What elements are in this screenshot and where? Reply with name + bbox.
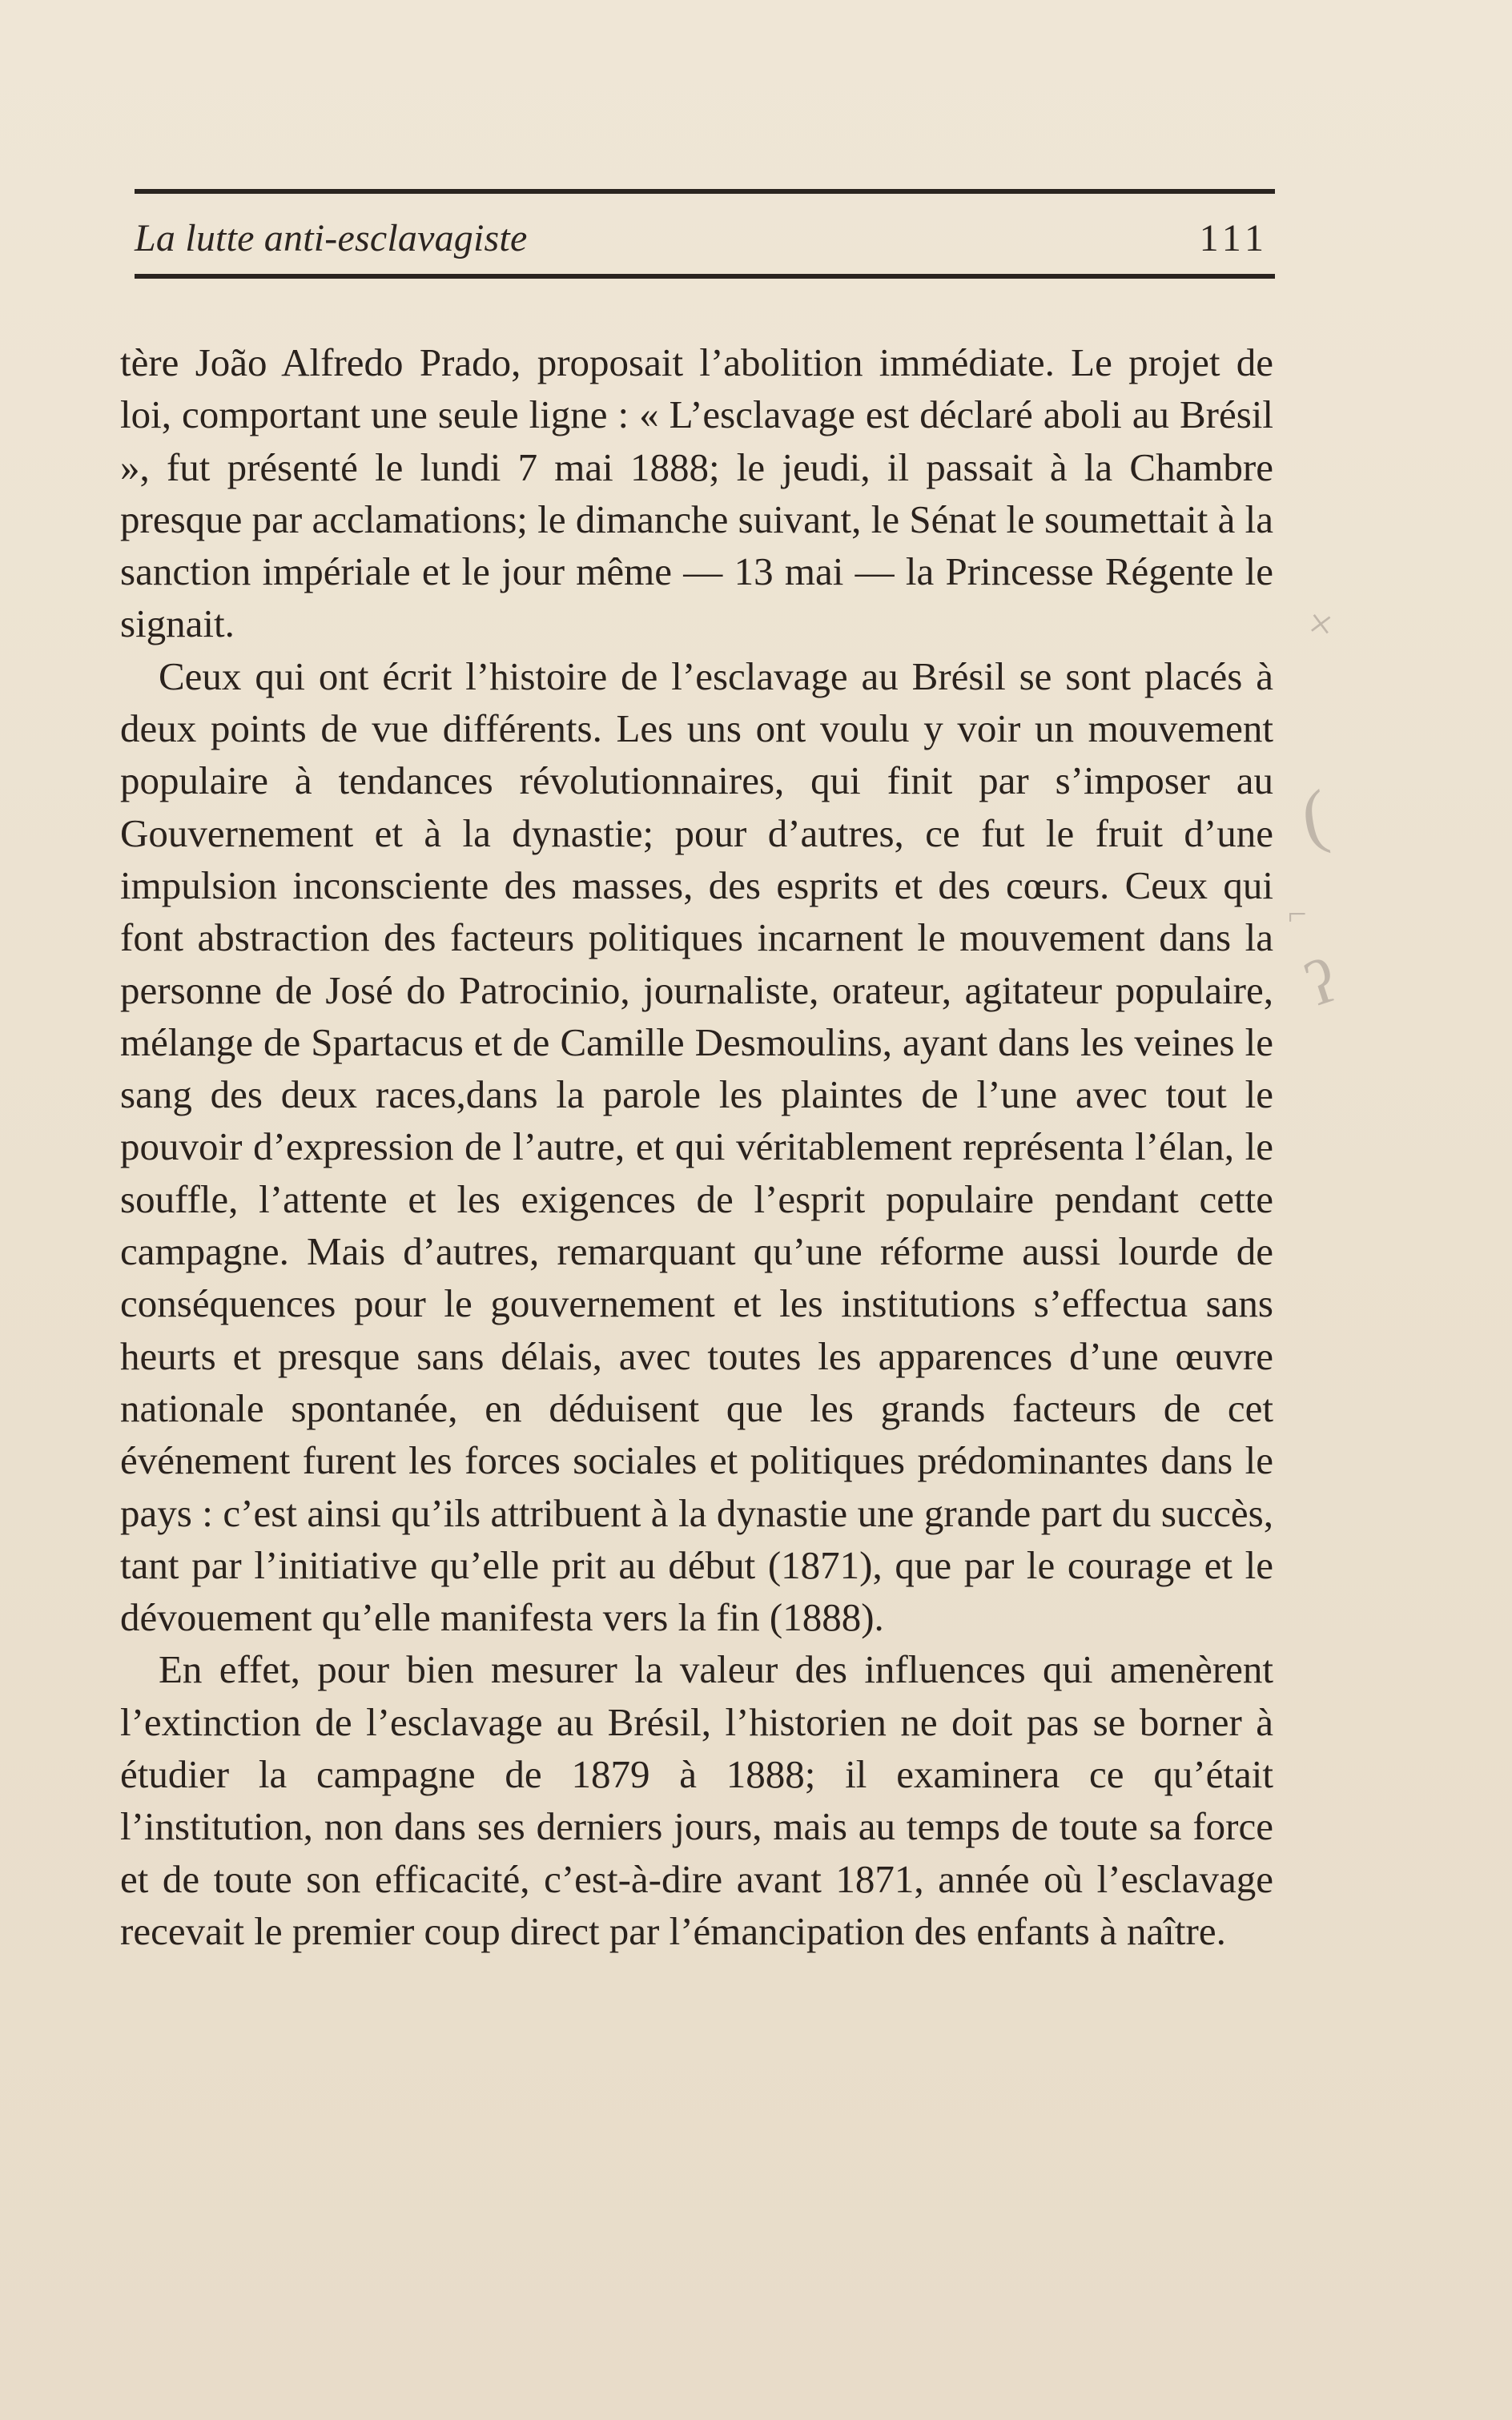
margin-x-mark: × <box>1305 598 1337 649</box>
paragraph-1: tère João Alfredo Prado, proposait l’abolition immédiate. Le projet de loi, comportant une seule ligne : « L’esclavage est déclaré aboli au Brésil », fut présenté le lundi 7 mai 1888; le jeudi, il passait à la Chambre presque par acclamations; le dimanche suivant, le Sénat le soumettait à la sanction impériale et le jour même — 13 mai — la Princesse Régente le signait. <box>120 340 1273 646</box>
page-number: 111 <box>1199 217 1269 259</box>
paragraph-3: En effet, pour bien mesurer la valeur des influences qui amenèrent l’extinction de l’esclavage au Brésil, l’historien ne doit pas se borner à étudier la campagne de 1879 à 1888; il examinera ce qu’était l’institution, non dans ses derniers jours, mais au temps de toute sa force et de toute son efficacité, c’est-à-dire avant 1871, année où l’esclavage recevait le premier coup direct par l’émancipation des enfants à naître. <box>120 1647 1273 1953</box>
body-text <box>120 336 1273 1957</box>
margin-pencil-mark: ʔ <box>1297 944 1345 1020</box>
header-top-rule <box>135 189 1275 194</box>
paragraph-2: Ceux qui ont écrit l’histoire de l’esclavage au Brésil se sont placés à deux points de vue différents. Les uns ont voulu y voir un mouvement populaire à tendances révolutionnaires, qui finit par s’imposer au Gouvernement et à la dynastie; pour d’autres, ce fut le fruit d’une impulsion inconsciente des masses, des esprits et des cœurs. Ceux qui font abstraction des facteurs politiques incarnent le mouvement dans la personne de José do Patrocinio, journaliste, orateur, agitateur populaire, mélange de Spartacus et de Camille Desmoulins, ayant dans les veines le sang des deux races,dans la parole les plaintes de l’une avec tout le pouvoir d’expression de l’autre, et qui véritablement représenta l’élan, le souffle, l’attente et les exigences de l’esprit populaire pendant cette campagne. Mais d’autres, remarquant qu’une réforme aussi lourde de conséquences pour le gouvernement et les institutions s’effectua sans heurts et presque sans délais, avec toutes les apparences d’une œuvre nationale spontanée, en déduisent que les grands facteurs de cet événement furent les forces sociales et politiques prédominantes dans le pays : c’est ainsi qu’ils attribuent à la dynastie une grande part du succès, tant par l’initiative qu’elle prit au début (1871), que par le courage et le dévouement qu’elle manifesta vers la fin (1888). <box>120 653 1273 1640</box>
header-bottom-rule <box>135 274 1275 279</box>
running-title: La lutte anti-esclavagiste <box>135 217 528 259</box>
running-head <box>135 210 1275 267</box>
margin-hook-mark: ⌐ <box>1288 896 1307 933</box>
margin-bracket-mark: ( <box>1295 775 1333 858</box>
